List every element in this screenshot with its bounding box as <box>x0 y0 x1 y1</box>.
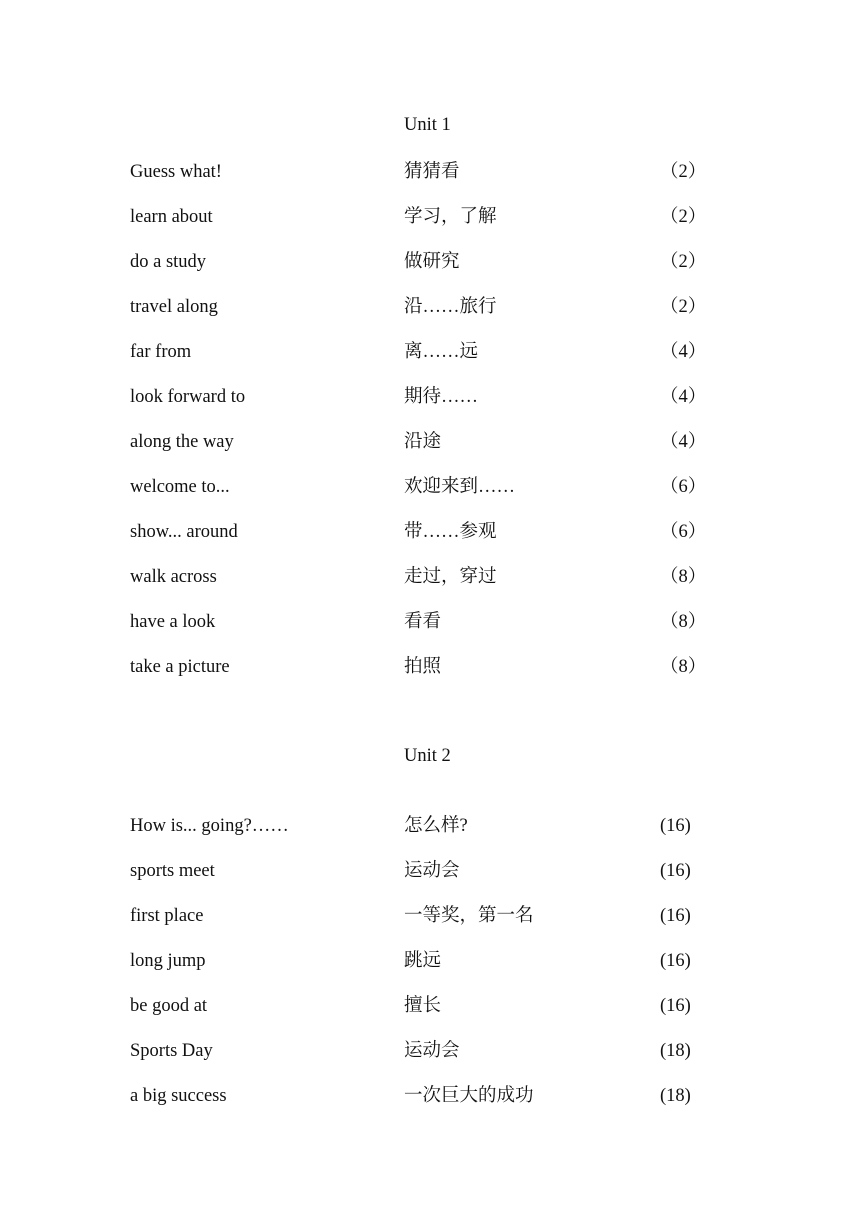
phrase-english: welcome to... <box>130 477 230 497</box>
phrase-chinese: 擅长 <box>404 996 442 1016</box>
phrase-chinese: 看看 <box>404 612 442 632</box>
phrase-chinese: 沿途 <box>404 432 442 452</box>
list-item <box>0 249 860 275</box>
phrase-english: have a look <box>130 612 216 632</box>
list-item <box>0 903 860 929</box>
list-item <box>0 948 860 974</box>
phrase-english: show... around <box>130 522 238 542</box>
phrase-chinese: 猜猜看 <box>404 162 460 182</box>
list-item <box>0 429 860 455</box>
page-reference: （4） <box>660 342 707 362</box>
list-item <box>0 993 860 1019</box>
list-item <box>0 204 860 230</box>
phrase-english: long jump <box>130 951 206 971</box>
list-item <box>0 858 860 884</box>
phrase-chinese: 一等奖，第一名 <box>404 906 534 926</box>
phrase-english: Sports Day <box>130 1041 213 1061</box>
phrase-english: travel along <box>130 297 218 317</box>
phrase-english: a big success <box>130 1086 227 1106</box>
list-item <box>0 564 860 590</box>
phrase-chinese: 学习，了解 <box>404 207 497 227</box>
page-reference: （4） <box>660 432 707 452</box>
phrase-chinese: 离……远 <box>404 342 479 362</box>
page-reference: （2） <box>660 297 707 317</box>
page-reference: （8） <box>660 657 707 677</box>
page-reference: (16) <box>660 861 691 881</box>
phrase-english: first place <box>130 906 204 926</box>
phrase-chinese: 做研究 <box>404 252 460 272</box>
phrase-chinese: 走过，穿过 <box>404 567 497 587</box>
phrase-english: be good at <box>130 996 208 1016</box>
page-reference: （8） <box>660 567 707 587</box>
list-item <box>0 609 860 635</box>
unit-title: Unit 1 <box>404 115 451 135</box>
phrase-chinese: 欢迎来到…… <box>404 477 516 497</box>
page-reference: （2） <box>660 162 707 182</box>
list-item <box>0 1038 860 1064</box>
page-reference: (18) <box>660 1086 691 1106</box>
page-reference: （6） <box>660 522 707 542</box>
phrase-english: walk across <box>130 567 217 587</box>
phrase-english: Guess what! <box>130 162 222 182</box>
page-reference: (16) <box>660 906 691 926</box>
page-reference: （4） <box>660 387 707 407</box>
page-reference: (16) <box>660 816 691 836</box>
list-item <box>0 159 860 185</box>
list-item <box>0 339 860 365</box>
list-item <box>0 813 860 839</box>
phrase-english: do a study <box>130 252 207 272</box>
phrase-english: learn about <box>130 207 213 227</box>
phrase-english: look forward to <box>130 387 246 407</box>
phrase-chinese: 怎么样? <box>404 816 468 836</box>
phrase-chinese: 运动会 <box>404 1041 460 1061</box>
phrase-chinese: 沿……旅行 <box>404 297 497 317</box>
page-reference: （6） <box>660 477 707 497</box>
list-item <box>0 1083 860 1109</box>
page-reference: (18) <box>660 1041 691 1061</box>
page-reference: （2） <box>660 207 707 227</box>
phrase-english: take a picture <box>130 657 230 677</box>
phrase-chinese: 一次巨大的成功 <box>404 1086 534 1106</box>
phrase-english: How is... going?…… <box>130 816 289 836</box>
page-reference: （8） <box>660 612 707 632</box>
page-reference: （2） <box>660 252 707 272</box>
phrase-chinese: 运动会 <box>404 861 460 881</box>
list-item <box>0 384 860 410</box>
list-item <box>0 294 860 320</box>
phrase-chinese: 拍照 <box>404 657 442 677</box>
phrase-english: far from <box>130 342 192 362</box>
list-item <box>0 519 860 545</box>
unit-title: Unit 2 <box>404 746 451 766</box>
phrase-english: sports meet <box>130 861 215 881</box>
phrase-chinese: 跳远 <box>404 951 442 971</box>
list-item <box>0 474 860 500</box>
page-reference: (16) <box>660 996 691 1016</box>
phrase-chinese: 期待…… <box>404 387 479 407</box>
phrase-english: along the way <box>130 432 234 452</box>
list-item <box>0 654 860 680</box>
phrase-chinese: 带……参观 <box>404 522 497 542</box>
page-reference: (16) <box>660 951 691 971</box>
